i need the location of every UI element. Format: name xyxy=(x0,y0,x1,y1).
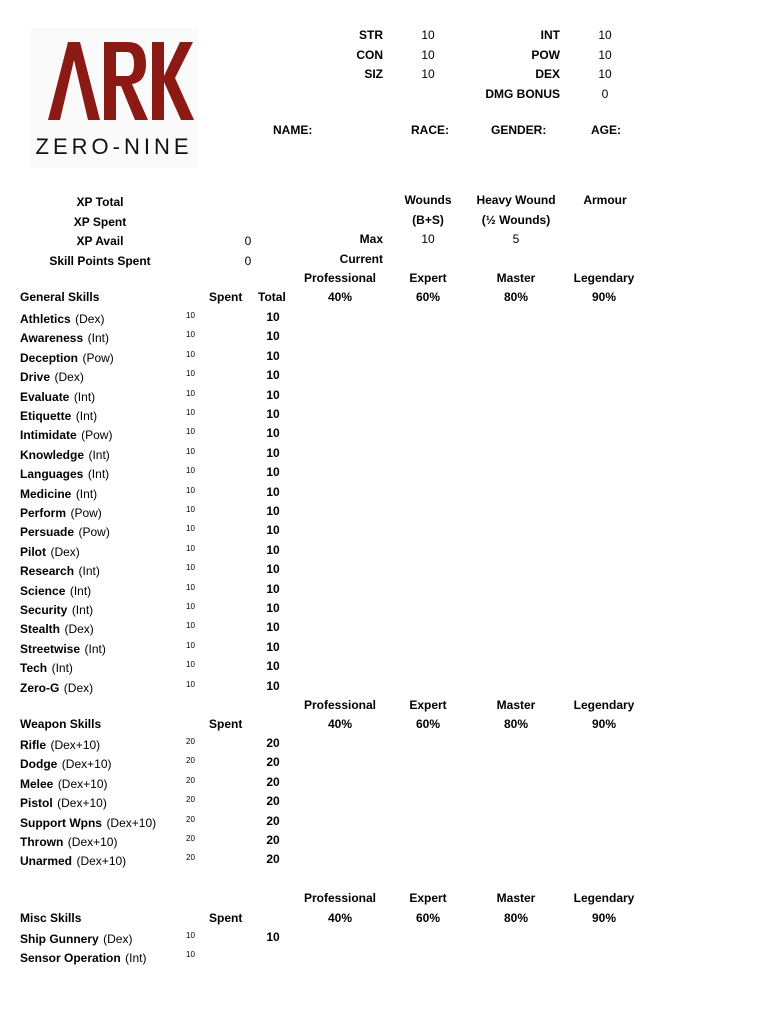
skill-attribute: (Int) xyxy=(69,583,92,598)
skill-attribute: (Dex) xyxy=(64,622,94,637)
tier-percent: 40% xyxy=(327,717,353,731)
skill-name: Sensor Operation xyxy=(20,951,121,966)
skill-row xyxy=(20,833,290,851)
skill-attribute: (Int) xyxy=(75,486,98,501)
wounds-header-line2: (B+S) xyxy=(412,213,444,227)
tier-percent: 80% xyxy=(503,717,529,731)
stat-value: 10 xyxy=(598,47,612,62)
tier-name: Master xyxy=(496,698,536,712)
skill-attribute: (Int) xyxy=(84,641,106,656)
skill-spent: 10 xyxy=(186,931,195,940)
skill-row xyxy=(20,426,290,444)
skill-total: 10 xyxy=(266,426,280,441)
skill-spent: 20 xyxy=(186,737,195,746)
general-total-header: Total xyxy=(258,290,286,304)
skill-spent: 10 xyxy=(186,524,195,534)
tier-percent: 60% xyxy=(415,290,441,304)
skill-attribute: (Dex) xyxy=(103,932,133,946)
skill-name: Stealth xyxy=(20,622,61,637)
weapon-skills-header: Weapon Skills xyxy=(20,717,102,731)
skill-name: Unarmed xyxy=(20,854,73,869)
misc-skills-header: Misc Skills xyxy=(20,911,82,925)
tier-name: Expert xyxy=(409,698,447,712)
gender-label: GENDER: xyxy=(491,123,547,137)
skill-attribute: (Dex+10) xyxy=(67,835,118,849)
skill-name: Support Wpns xyxy=(20,815,102,830)
skill-total: 10 xyxy=(266,484,280,499)
skill-name: Melee xyxy=(20,776,54,791)
logo-letter-1 xyxy=(104,42,148,120)
tier-percent: 60% xyxy=(415,911,441,925)
weapon-spent-header: Spent xyxy=(209,717,243,731)
skill-row xyxy=(20,775,290,793)
skill-attribute: (Int) xyxy=(125,951,147,966)
general-spent-header: Spent xyxy=(209,290,243,304)
skill-row xyxy=(20,930,290,948)
skill-total: 10 xyxy=(266,329,280,344)
skill-total: 20 xyxy=(266,736,280,750)
xp-label: XP Avail xyxy=(76,234,124,248)
skill-name: Tech xyxy=(20,661,48,676)
age-label: AGE: xyxy=(591,123,621,137)
skill-total: 10 xyxy=(266,639,280,654)
stat-label: DMG BONUS xyxy=(485,86,560,101)
xp-label: XP Spent xyxy=(73,214,127,229)
skill-total: 10 xyxy=(266,445,280,460)
xp-value: 0 xyxy=(244,253,252,268)
skill-row xyxy=(20,388,290,406)
skill-attribute: (Dex) xyxy=(75,312,105,326)
misc-spent-header: Spent xyxy=(209,911,243,925)
skill-name: Research xyxy=(20,564,75,579)
skill-spent: 20 xyxy=(186,834,195,843)
skill-row xyxy=(20,640,290,658)
tier-name: Legendary xyxy=(573,698,635,712)
skill-total: 20 xyxy=(266,813,280,828)
skill-total: 20 xyxy=(266,774,280,789)
skill-name: Knowledge xyxy=(20,447,85,462)
skill-total: 10 xyxy=(266,930,280,944)
heavy-wound-header-line2: (½ Wounds) xyxy=(481,213,551,227)
stat-label: POW xyxy=(531,47,560,62)
skill-row xyxy=(20,446,290,464)
skill-spent: 10 xyxy=(186,582,195,592)
skill-spent: 20 xyxy=(186,814,195,824)
skill-total: 10 xyxy=(266,368,280,383)
skill-name: Thrown xyxy=(20,835,64,849)
skill-attribute: (Int) xyxy=(71,603,94,617)
skill-total: 10 xyxy=(266,678,280,693)
skill-name: Awareness xyxy=(20,331,84,346)
skill-spent: 10 xyxy=(186,408,195,417)
skill-spent: 10 xyxy=(186,330,195,340)
armour-header: Armour xyxy=(583,193,627,207)
skill-spent: 10 xyxy=(186,427,195,437)
skill-row xyxy=(20,659,290,677)
skill-attribute: (Pow) xyxy=(82,350,114,365)
skill-total: 10 xyxy=(266,407,280,421)
tier-percent: 80% xyxy=(503,290,529,304)
skill-attribute: (Int) xyxy=(51,661,73,676)
skill-total: 20 xyxy=(266,833,280,847)
tier-name: Legendary xyxy=(573,891,635,905)
tier-percent: 80% xyxy=(503,911,529,925)
skill-row xyxy=(20,736,290,754)
skill-attribute: (Pow) xyxy=(70,506,102,520)
stat-label: CON xyxy=(356,47,383,62)
skill-attribute: (Dex) xyxy=(63,680,94,695)
skill-total: 10 xyxy=(266,348,280,363)
skill-spent: 10 xyxy=(186,505,195,514)
skill-spent: 10 xyxy=(186,679,195,689)
skill-total: 10 xyxy=(266,542,280,557)
skill-attribute: (Dex+10) xyxy=(61,757,112,772)
logo-subtitle: ZERO-NINE xyxy=(35,134,193,159)
skill-name: Pistol xyxy=(20,796,53,811)
skill-attribute: (Int) xyxy=(75,409,98,423)
skill-spent: 10 xyxy=(186,446,195,456)
logo-letter-0 xyxy=(48,42,100,120)
skill-attribute: (Int) xyxy=(88,447,110,462)
logo-letter-2 xyxy=(152,42,194,120)
skill-spent: 20 xyxy=(186,795,195,805)
skill-name: Rifle xyxy=(20,738,47,752)
skill-spent: 10 xyxy=(186,621,195,631)
tier-percent: 90% xyxy=(591,290,617,304)
tier-name: Professional xyxy=(303,698,377,712)
stat-value: 10 xyxy=(421,28,435,42)
xp-value: 0 xyxy=(244,234,252,248)
skill-name: Dodge xyxy=(20,757,58,772)
xp-label: Skill Points Spent xyxy=(49,253,151,268)
skill-total: 10 xyxy=(266,465,280,480)
stat-value: 0 xyxy=(601,86,609,101)
skill-name: Ship Gunnery xyxy=(20,932,99,946)
skill-spent: 10 xyxy=(186,640,195,650)
skill-spent: 10 xyxy=(186,466,195,476)
tier-percent: 90% xyxy=(591,911,617,925)
skill-spent: 10 xyxy=(186,349,195,359)
skill-row xyxy=(20,407,290,425)
stat-label: SIZ xyxy=(364,67,383,81)
skill-attribute: (Dex+10) xyxy=(106,815,157,830)
skill-attribute: (Dex+10) xyxy=(50,738,101,752)
skill-name: Streetwise xyxy=(20,641,81,656)
skill-row xyxy=(20,949,290,967)
logo-graphic xyxy=(30,28,198,168)
skill-row xyxy=(20,485,290,503)
current-label: Current xyxy=(339,252,383,266)
skill-spent: 10 xyxy=(186,485,195,495)
stat-value: 10 xyxy=(421,67,435,81)
skill-row xyxy=(20,679,290,697)
tier-name: Professional xyxy=(303,271,377,285)
skill-spent: 20 xyxy=(186,756,195,766)
skill-spent: 10 xyxy=(186,388,195,398)
stat-label: STR xyxy=(359,28,383,42)
race-label: RACE: xyxy=(411,123,449,137)
heavy-wound-header-line1: Heavy Wound xyxy=(476,193,556,207)
skill-total: 10 xyxy=(266,387,280,402)
skill-row xyxy=(20,349,290,367)
skill-name: Persuade xyxy=(20,525,75,540)
stat-value: 10 xyxy=(598,28,612,42)
skill-total: 10 xyxy=(266,620,280,635)
skill-total: 10 xyxy=(266,659,280,674)
skill-row xyxy=(20,582,290,600)
skill-spent: 10 xyxy=(186,311,195,320)
skill-name: Athletics xyxy=(20,312,71,326)
skill-total: 20 xyxy=(266,852,280,867)
skill-row xyxy=(20,368,290,386)
max-heavy-wound-value: 5 xyxy=(512,232,520,246)
skill-row xyxy=(20,523,290,541)
skill-attribute: (Pow) xyxy=(78,525,110,540)
skill-name: Medicine xyxy=(20,486,72,501)
skill-total: 20 xyxy=(266,755,280,770)
tier-name: Expert xyxy=(409,271,447,285)
skill-spent: 20 xyxy=(186,853,195,863)
skill-attribute: (Pow) xyxy=(81,428,113,443)
ark-zero-nine-logo xyxy=(30,28,198,168)
tier-percent: 60% xyxy=(415,717,441,731)
skill-attribute: (Dex) xyxy=(54,370,84,385)
skill-total: 20 xyxy=(266,794,280,809)
skill-name: Languages xyxy=(20,467,84,482)
skill-name: Etiquette xyxy=(20,409,72,423)
skill-total: 10 xyxy=(266,581,280,596)
wounds-header-line1: Wounds xyxy=(404,193,452,207)
stat-value: 10 xyxy=(598,67,612,81)
tier-name: Master xyxy=(496,271,536,285)
skill-spent: 10 xyxy=(186,602,195,611)
skill-row xyxy=(20,814,290,832)
skill-attribute: (Dex+10) xyxy=(57,776,108,791)
skill-name: Deception xyxy=(20,350,79,365)
skill-attribute: (Int) xyxy=(78,564,100,579)
tier-name: Expert xyxy=(409,891,447,905)
skill-row xyxy=(20,620,290,638)
tier-name: Professional xyxy=(303,891,377,905)
max-wounds-value: 10 xyxy=(421,232,435,246)
skill-attribute: (Dex+10) xyxy=(57,796,107,811)
skill-name: Zero-G xyxy=(20,680,60,695)
skill-spent: 10 xyxy=(186,950,195,960)
skill-total: 10 xyxy=(266,523,280,538)
stat-label: DEX xyxy=(535,67,560,81)
skill-total: 10 xyxy=(266,601,280,615)
skill-attribute: (Int) xyxy=(73,389,96,404)
max-label: Max xyxy=(359,232,383,246)
skill-name: Perform xyxy=(20,506,67,520)
tier-percent: 40% xyxy=(327,911,353,925)
tier-name: Master xyxy=(496,891,536,905)
name-label: NAME: xyxy=(273,123,313,137)
skill-name: Intimidate xyxy=(20,428,77,443)
skill-name: Science xyxy=(20,583,66,598)
skill-spent: 10 xyxy=(186,660,195,670)
stat-value: 10 xyxy=(421,47,435,62)
skill-name: Security xyxy=(20,603,68,617)
skill-attribute: (Dex+10) xyxy=(76,854,127,869)
skill-spent: 10 xyxy=(186,563,195,573)
skill-name: Drive xyxy=(20,370,51,385)
skill-row xyxy=(20,562,290,580)
tier-name: Legendary xyxy=(573,271,635,285)
skill-row xyxy=(20,329,290,347)
general-skills-header: General Skills xyxy=(20,290,100,304)
skill-attribute: (Int) xyxy=(87,331,109,346)
skill-row xyxy=(20,601,290,619)
skill-row xyxy=(20,504,290,522)
stat-label: INT xyxy=(540,28,560,42)
tier-percent: 90% xyxy=(591,717,617,731)
skill-row xyxy=(20,852,290,870)
skill-row xyxy=(20,755,290,773)
skill-row xyxy=(20,310,290,328)
tier-percent: 40% xyxy=(327,290,353,304)
skill-attribute: (Dex) xyxy=(50,544,80,559)
skill-attribute: (Int) xyxy=(87,467,110,482)
skill-spent: 10 xyxy=(186,543,195,553)
skill-total: 10 xyxy=(266,562,280,577)
skill-name: Pilot xyxy=(20,544,46,559)
skill-total: 10 xyxy=(266,310,280,324)
skill-row xyxy=(20,465,290,483)
skill-row xyxy=(20,794,290,812)
skill-name: Evaluate xyxy=(20,389,70,404)
skill-row xyxy=(20,543,290,561)
xp-label: XP Total xyxy=(76,195,124,209)
skill-spent: 10 xyxy=(186,369,195,379)
skill-total: 10 xyxy=(266,504,280,518)
skill-spent: 20 xyxy=(186,775,195,785)
